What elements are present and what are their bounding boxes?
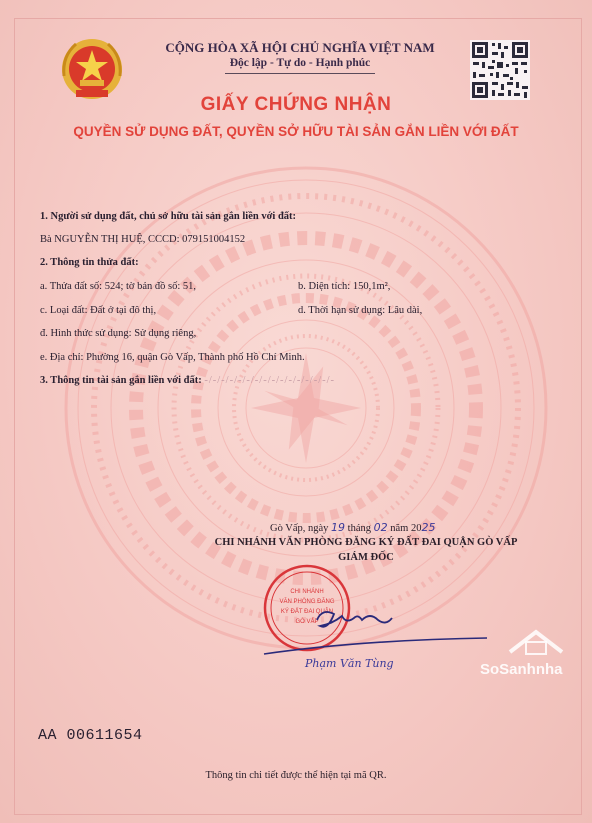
date-place-prefix: Gò Vấp, ngày xyxy=(270,523,329,534)
signer-name: Phạm Văn Tùng xyxy=(305,657,394,670)
stamp-line-4: GÒ VẤP xyxy=(295,619,319,625)
stamp-line-3: KÝ ĐẤT ĐAI QUẬN xyxy=(280,609,334,615)
signer-title: GIÁM ĐỐC xyxy=(338,552,394,563)
motto-underline xyxy=(225,73,375,74)
certificate-title: GIẤY CHỨNG NHẬN xyxy=(200,94,392,115)
parcel-number: a. Thửa đất số: 524; tờ bản đồ số: 51, xyxy=(40,281,196,292)
use-term: d. Thời hạn sử dụng: Lâu dài, xyxy=(298,305,423,316)
date-year-label: năm 20 xyxy=(390,523,422,534)
issuing-office: CHI NHÁNH VĂN PHÒNG ĐĂNG KÝ ĐẤT ĐAI QUẬN GÒ VẤP xyxy=(214,537,518,548)
stamp-line-2: VĂN PHÒNG ĐĂNG xyxy=(279,599,335,605)
certificate-subtitle: QUYỀN SỬ DỤNG ĐẤT, QUYỀN SỞ HỮU TÀI SẢN GẮN LIỀN VỚI ĐẤT xyxy=(73,124,519,139)
section-2-heading: 2. Thông tin thửa đất: xyxy=(40,257,139,268)
use-form: đ. Hình thức sử dụng: Sử dụng riêng, xyxy=(40,328,197,339)
watermark-text: SoSanhnha xyxy=(480,661,563,678)
qr-code-icon xyxy=(470,40,530,100)
national-emblem-icon xyxy=(56,36,128,102)
owner-info: Bà NGUYỄN THỊ HUỆ, CCCD: 079151004152 xyxy=(40,234,246,245)
date-month-label: tháng xyxy=(347,523,371,534)
sosanhnha-watermark-logo xyxy=(480,626,592,690)
serial-number: AA 00611654 xyxy=(38,727,143,744)
parcel-area: b. Diện tích: 150,1m², xyxy=(298,281,391,292)
land-type: c. Loại đất: Đất ở tại đô thị, xyxy=(40,305,157,316)
signing-date xyxy=(270,521,435,534)
section-1-heading: 1. Người sử dụng đất, chủ sở hữu tài sản gắn liền với đất: xyxy=(40,211,297,222)
date-day: 19 xyxy=(331,521,346,534)
stamp-line-1: CHI NHÁNH xyxy=(290,589,324,595)
date-year-suffix: 25 xyxy=(421,521,436,534)
country-name: CỘNG HÒA XÃ HỘI CHỦ NGHĨA VIỆT NAM xyxy=(165,40,435,55)
handwritten-signature-icon xyxy=(262,590,492,660)
national-motto: Độc lập - Tự do - Hạnh phúc xyxy=(229,57,371,69)
section-3-value: -/-/-/-/-/-/-/-/-/-/-/-/-/-/-/- xyxy=(204,375,336,386)
date-month: 02 xyxy=(373,521,388,534)
section-3-heading: 3. Thông tin tài sản gắn liền với đất: xyxy=(40,375,202,386)
parcel-address: e. Địa chỉ: Phường 16, quận Gò Vấp, Thành phố Hồ Chí Minh. xyxy=(40,352,305,363)
section-3-row xyxy=(40,375,335,386)
qr-footer-note: Thông tin chi tiết được thể hiện tại mã QR. xyxy=(205,770,387,781)
